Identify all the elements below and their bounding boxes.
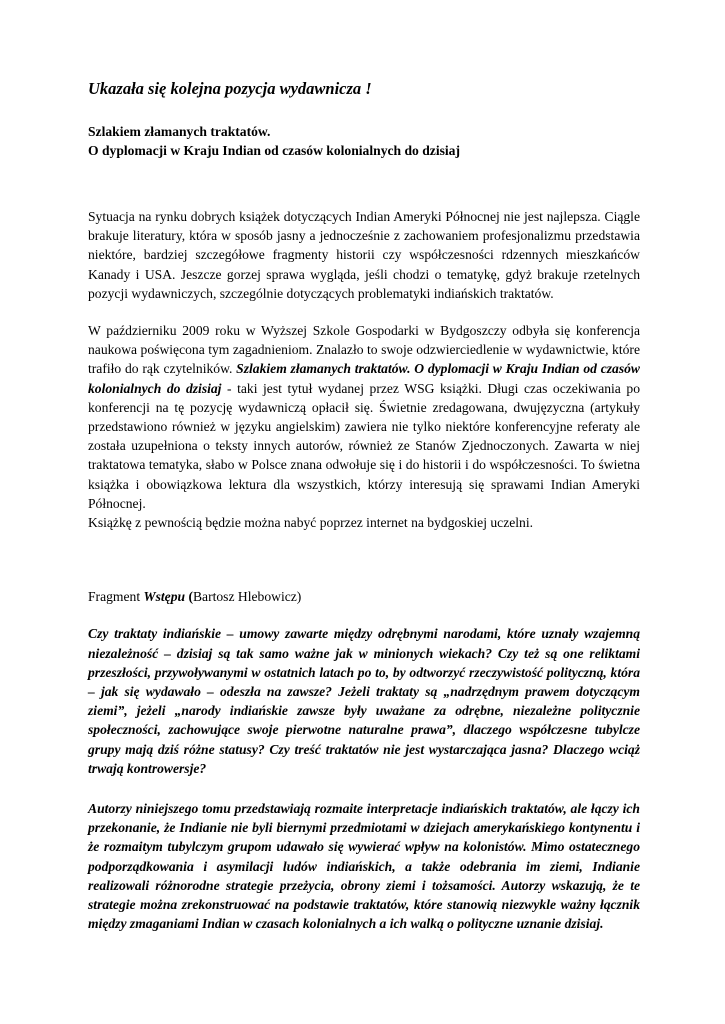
announcement-heading: Ukazała się kolejna pozycja wydawnicza ! (88, 79, 372, 98)
intro-paragraph: Sytuacja na rynku dobrych książek dotyczących Indian Ameryki Północnej nie jest najlepsza. Ciągle brakuje literatury, która w sposób jasny a jednocześnie z zachowaniem profesjonalizmu przedstawia niektóre, bardziej szczegółowe fragmenty historii czy współczesności rdzennych mieszkańców Kanady i USA. Jeszcze gorzej sprawa wygląda, jeśli chodzi o tematykę, gdyż brakuje rzetelnych pozycji wydawniczych, szczególnie dotyczących problematyki indiańskich traktatów. (88, 209, 640, 301)
fragment-prefix: Fragment (88, 589, 144, 605)
introduction-quote-paragraph-2: Autorzy niniejszego tomu przedstawiają rozmaite interpretacje indiańskich traktatów, ale łączy ich przekonanie, że Indianie nie byli biernymi przedmiotami w dziejach amerykańskiego kontynentu i że rozmaitym tubylczym grupom udawało się wywierać wpływ na kolonistów. Mimo ostatecznego podporządkowania i asymilacji ludów indiańskich, a także odebrania im ziemi, Indianie realizowali różnorodne strategie przeżycia, obrony ziemi i tożsamości. Autorzy wskazują, że te strategie można zrekonstruować na podstawie traktatów, które stanowią niezwykle ważny łącznik między zmaganiami Indian w czasach kolonialnych a ich walką o polityczne uznanie dzisiaj. (88, 801, 640, 932)
book-title-inline: Szlakiem złamanych traktatów. O dyplomacji w Kraju Indian od czasów kolonialnych do dzisiaj (88, 361, 640, 396)
document-page (88, 78, 640, 934)
purchase-info-line: Książkę z pewnością będzie można nabyć poprzez internet na bydgoskiej uczelni. (88, 515, 534, 531)
conference-paragraph (88, 321, 640, 513)
fragment-label (88, 587, 640, 606)
fragment-word: Wstępu (143, 589, 186, 605)
fragment-paren: ( (185, 589, 193, 605)
conference-text-part-2: - taki jest tytuł wydanej przez WSG książki. Długi czas oczekiwania po konferencji na tę pozycję wydawniczą opłacił się. Świetnie zredagowana, dwujęzyczna (artykuły przedstawiono również w języku angielskim) zawiera nie tylko niektóre konferencyjne referaty ale została uzupełniona o teksty innych autorów, również ze Stanów Zjednoczonych. Zawarta w niej traktatowa tematyka, słabo w Polsce znana odwołuje się i do historii i do współczesności. To świetna książka i obowiązkowa lektura dla wszystkich, którzy interesują się sprawami Indian Ameryki Północnej. (88, 380, 640, 511)
book-title-line-2: O dyplomacji w Kraju Indian od czasów kolonialnych do dzisiaj (88, 143, 460, 158)
conference-text-part-1: W październiku 2009 roku w Wyższej Szkole Gospodarki w Bydgoszczy odbyła się konferencja naukowa poświęcona tym zagadnieniom. Znalazło to swoje odzwierciedlenie w wydawnictwie, które trafiło do rąk czytelników. (88, 323, 640, 377)
book-title-line-1: Szlakiem złamanych traktatów. (88, 124, 271, 139)
fragment-author: Bartosz Hlebowicz) (192, 589, 302, 605)
introduction-quote-paragraph-1: Czy traktaty indiańskie – umowy zawarte między odrębnymi narodami, które uznały wzajemną niezależność – dzisiaj są tak samo ważne jak w minionych wiekach? Czy też są one reliktami przeszłości, przywoływanymi w ostatnich latach po to, by odtworzyć rzeczywistość polityczną, która – jak się wydawało – odeszła na zawsze? Jeżeli traktaty są „nadrzędnym prawem dotyczącym ziemi”, jeżeli „narody indiańskie zawsze były uważane za odrębne, niezależne politycznie społeczności, zachowujące swoje pierwotne naturalne prawa”, dlaczego współczesne tubylcze grupy mają dziś różne statusy? Czy treść traktatów nie jest wystarczająca jasna? Dlaczego wciąż trwają kontrowersje? (88, 626, 640, 776)
